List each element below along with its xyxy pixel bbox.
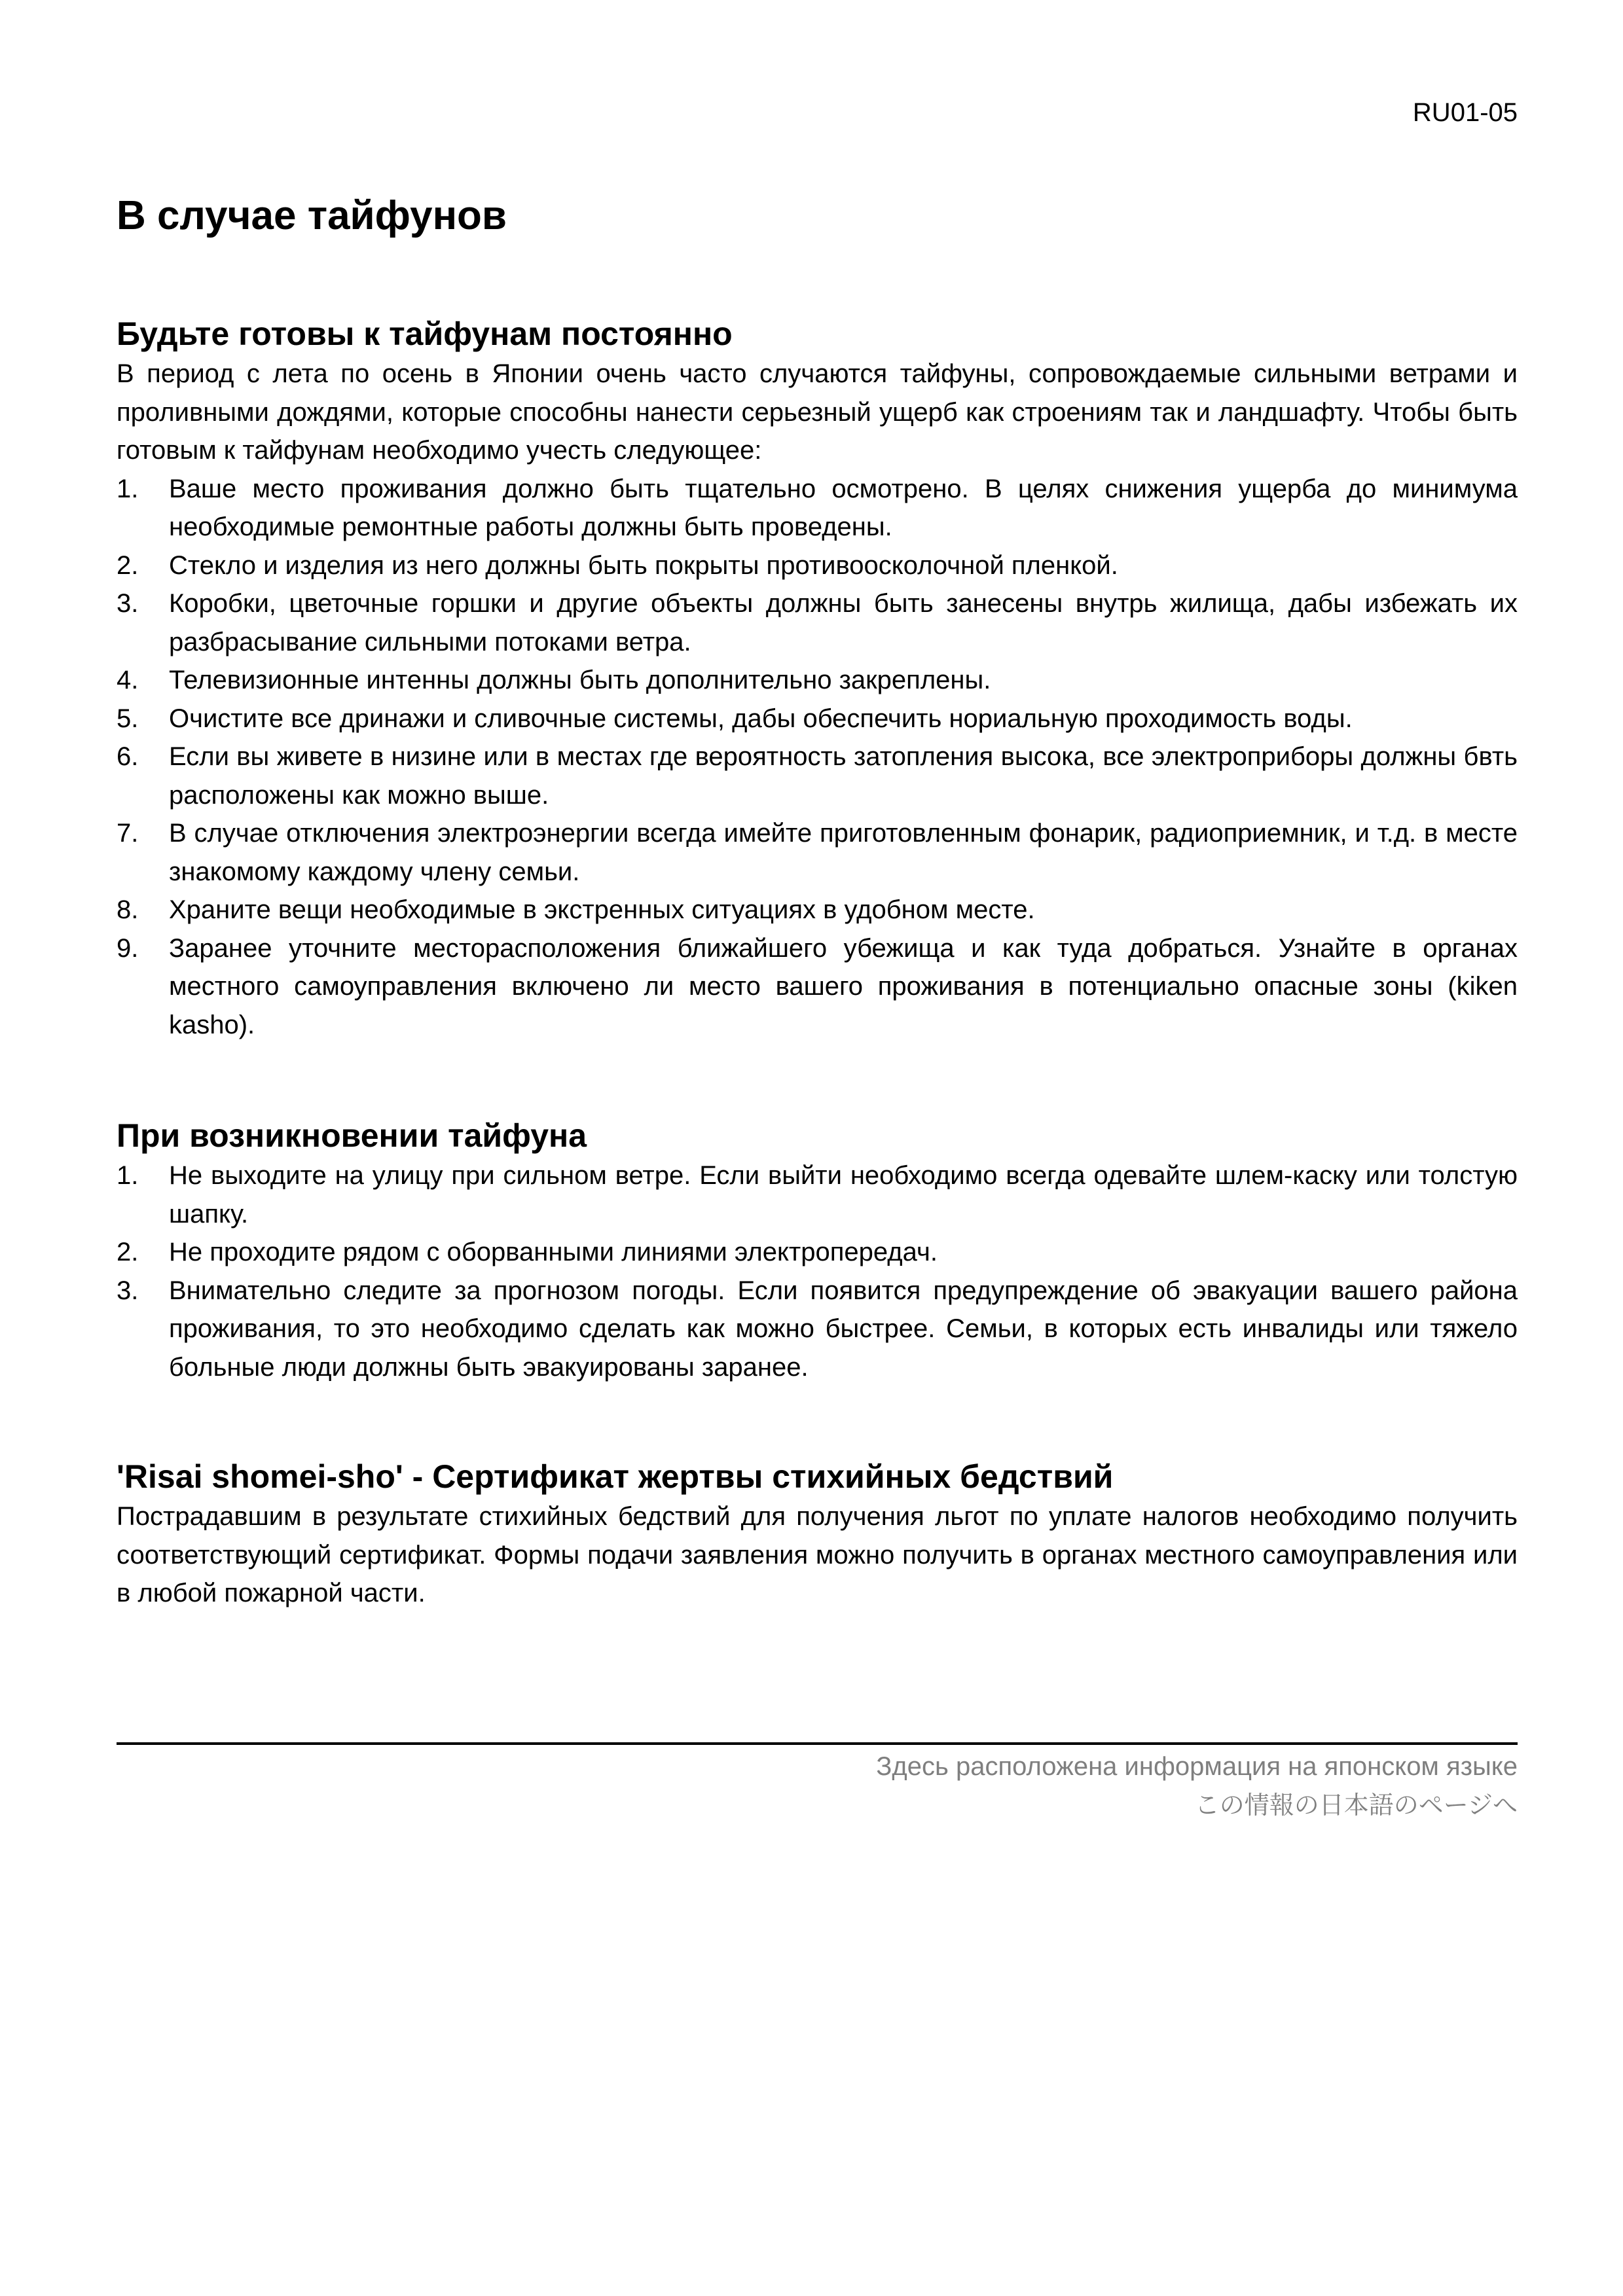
document-code: RU01-05 <box>1412 98 1518 127</box>
list-item <box>117 470 1518 547</box>
preparation-list <box>117 470 1518 1045</box>
list-item-text: Коробки, цветочные горшки и другие объекты должны быть занесены внутрь жилища, дабы избежать их разбрасывание сильными потоками ветра. <box>169 589 1518 656</box>
list-item-text: Внимательно следите за прогнозом погоды. Если появится предупреждение об эвакуации вашего района проживания, то это необходимо сделать как можно быстрее. Семьи, в которых есть инвалиды или тяжело больные люди должны быть эвакуированы заранее. <box>169 1276 1518 1382</box>
list-number: 2. <box>117 550 139 580</box>
page-title: В случае тайфунов <box>117 193 507 238</box>
list-number: 5. <box>117 704 139 733</box>
section-during-typhoon <box>117 1116 1518 1386</box>
list-item <box>117 547 1518 585</box>
list-item <box>117 1233 1518 1272</box>
list-item-text: Ваше место проживания должно быть тщательно осмотрено. В целях снижения ущерба до минимума необходимые ремонтные работы должны быть проведены. <box>169 474 1518 541</box>
list-item <box>117 929 1518 1045</box>
list-item <box>117 661 1518 700</box>
list-item <box>117 814 1518 891</box>
section-prepare <box>117 314 1518 1044</box>
list-item <box>117 584 1518 661</box>
section-certificate <box>117 1457 1518 1613</box>
list-number: 7. <box>117 819 139 848</box>
list-item-text: Если вы живете в низине или в местах где вероятность затопления высока, все электроприборы должны бвть расположены как можно выше. <box>169 742 1518 810</box>
list-item <box>117 1272 1518 1387</box>
certificate-text: Пострадавшим в результате стихийных бедствий для получения льгот по уплате налогов необходимо получить соответствующий сертификат. Формы подачи заявления можно получить в органах местного самоуправления или в любой пожарной части. <box>117 1502 1518 1607</box>
list-item <box>117 1157 1518 1233</box>
list-item-text: Не выходите на улицу при сильном ветре. Если выйти необходимо всегда одевайте шлем-каску или толстую шапку. <box>169 1161 1518 1229</box>
list-number: 1. <box>117 474 139 503</box>
list-number: 6. <box>117 742 139 771</box>
section-heading-during: При возникновении тайфуна <box>117 1117 587 1154</box>
section-intro: В период с лета по осень в Японии очень часто случаются тайфуны, сопровождаемые сильными ветрами и проливными дождями, которые способны нанести серьезный ущерб как строениям так и ландшафту. Чтобы быть готовым к тайфунам необходимо учесть следующее: <box>117 359 1518 465</box>
japanese-page-link[interactable]: この情報の日本語のページへ <box>1194 1791 1518 1820</box>
list-number: 3. <box>117 589 139 618</box>
list-number: 1. <box>117 1161 139 1190</box>
list-item-text: В случае отключения электроэнергии всегда имейте приготовленным фонарик, радиоприемник, и т.д. в месте знакомому каждому члену семьи. <box>169 819 1518 886</box>
section-heading-prepare: Будьте готовы к тайфунам постоянно <box>117 315 733 352</box>
list-number: 2. <box>117 1238 139 1266</box>
list-item <box>117 700 1518 738</box>
list-number: 9. <box>117 933 139 963</box>
list-number: 4. <box>117 666 139 694</box>
list-number: 3. <box>117 1276 139 1305</box>
list-item <box>117 738 1518 814</box>
japanese-info-link-ru[interactable]: Здесь расположена информация на японском языке <box>876 1752 1518 1781</box>
list-item-text: Заранее уточните месторасположения ближайшего убежища и как туда добраться. Узнайте в органах местного самоуправления включено ли место вашего проживания в потенциально опасные зоны (kiken kasho). <box>169 933 1518 1039</box>
list-number: 8. <box>117 895 139 924</box>
section-heading-certificate: 'Risai shomei-sho' - Сертификат жертвы стихийных бедствий <box>117 1458 1114 1495</box>
list-item-text: Не проходите рядом с оборванными линиями электропередач. <box>169 1238 938 1266</box>
footer-divider <box>117 1742 1518 1745</box>
during-typhoon-list <box>117 1157 1518 1386</box>
list-item <box>117 891 1518 929</box>
list-item-text: Стекло и изделия из него должны быть покрыты противоосколочной пленкой. <box>169 550 1118 580</box>
list-item-text: Очистите все дринажи и сливочные системы, дабы обеспечить нориальную проходимость воды. <box>169 704 1353 733</box>
list-item-text: Храните вещи необходимые в экстренных ситуациях в удобном месте. <box>169 895 1035 924</box>
document-body <box>117 314 1518 1613</box>
list-item-text: Телевизионные интенны должны быть дополнительно закреплены. <box>169 666 991 694</box>
